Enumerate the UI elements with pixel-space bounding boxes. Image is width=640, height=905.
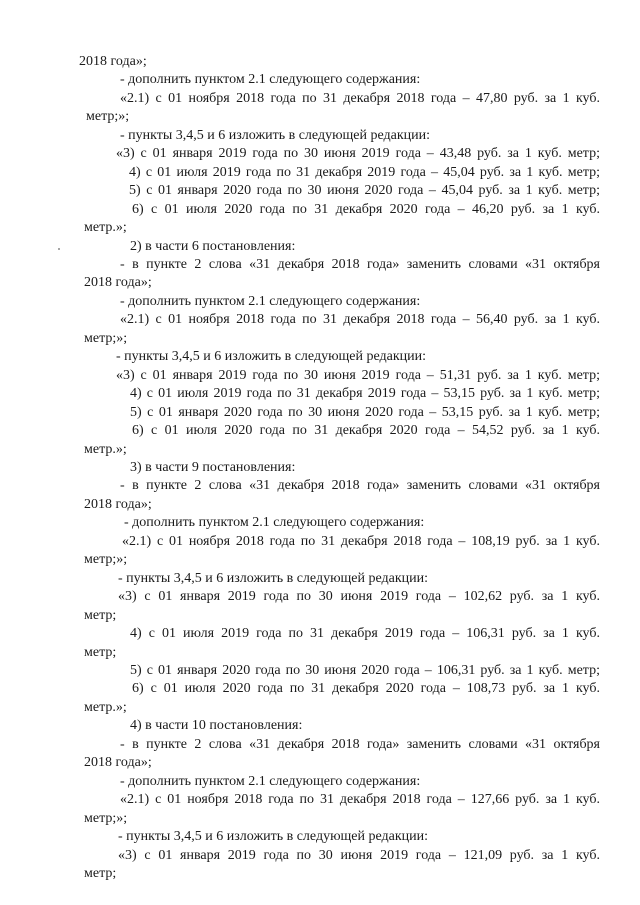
text-line: метр.»; bbox=[84, 442, 127, 457]
text-line: - пункты 3,4,5 и 6 изложить в следующей редакции: bbox=[120, 128, 431, 143]
text-line: - дополнить пунктом 2.1 следующего содержания: bbox=[120, 294, 421, 309]
text-line: метр;»; bbox=[84, 811, 128, 826]
text-line: метр.»; bbox=[84, 220, 127, 235]
text-line: метр.»; bbox=[84, 700, 127, 715]
text-line: 6) с 01 июля 2020 года по 31 декабря 2020 года – 108,73 руб. за 1 куб. bbox=[132, 681, 600, 696]
text-line: «2.1) с 01 ноября 2018 года по 31 декабря 2018 года – 47,80 руб. за 1 куб. bbox=[120, 91, 600, 106]
text-line: - пункты 3,4,5 и 6 изложить в следующей редакции: bbox=[116, 349, 427, 364]
text-line: 2018 года»; bbox=[84, 497, 152, 512]
text-line: 5) с 01 января 2020 года по 30 июня 2020 года – 53,15 руб. за 1 куб. метр; bbox=[130, 405, 600, 420]
text-line: 6) с 01 июля 2020 года по 31 декабря 2020 года – 54,52 руб. за 1 куб. bbox=[132, 423, 600, 438]
text-line: 2) в части 6 постановления: bbox=[130, 239, 296, 254]
text-line: - пункты 3,4,5 и 6 изложить в следующей редакции: bbox=[118, 829, 429, 844]
scan-speck bbox=[58, 248, 60, 250]
text-line: метр; bbox=[84, 645, 117, 660]
text-line: - пункты 3,4,5 и 6 изложить в следующей редакции: bbox=[118, 571, 429, 586]
text-line: «2.1) с 01 ноября 2018 года по 31 декабря 2018 года – 56,40 руб. за 1 куб. bbox=[120, 312, 600, 327]
text-line: метр;»; bbox=[86, 109, 130, 124]
text-line: 2018 года»; bbox=[84, 275, 152, 290]
text-line: «3) с 01 января 2019 года по 30 июня 2019 года – 102,62 руб. за 1 куб. bbox=[118, 589, 600, 604]
text-line: - дополнить пунктом 2.1 следующего содержания: bbox=[124, 515, 425, 530]
text-line: 4) с 01 июля 2019 года по 31 декабря 2019 года – 53,15 руб. за 1 куб. метр; bbox=[130, 386, 600, 401]
text-line: метр; bbox=[84, 608, 117, 623]
text-line: метр;»; bbox=[84, 552, 128, 567]
text-line: «3) с 01 января 2019 года по 30 июня 2019 года – 43,48 руб. за 1 куб. метр; bbox=[116, 146, 600, 161]
text-line: метр;»; bbox=[84, 331, 128, 346]
text-line: - дополнить пунктом 2.1 следующего содержания: bbox=[120, 774, 421, 789]
text-line: - дополнить пунктом 2.1 следующего содержания: bbox=[120, 72, 421, 87]
text-line: 5) с 01 января 2020 года по 30 июня 2020 года – 106,31 руб. за 1 куб. метр; bbox=[130, 663, 600, 678]
text-line: 4) в части 10 постановления: bbox=[130, 718, 303, 733]
text-line: «3) с 01 января 2019 года по 30 июня 2019 года – 121,09 руб. за 1 куб. bbox=[118, 848, 600, 863]
text-line: - в пункте 2 слова «31 декабря 2018 года» заменить словами «31 октября bbox=[120, 478, 600, 493]
text-line: «2.1) с 01 ноября 2018 года по 31 декабря 2018 года – 108,19 руб. за 1 куб. bbox=[122, 534, 600, 549]
text-line: 5) с 01 января 2020 года по 30 июня 2020 года – 45,04 руб. за 1 куб. метр; bbox=[129, 183, 600, 198]
text-line: 2018 года»; bbox=[84, 755, 152, 770]
text-line: 3) в части 9 постановления: bbox=[130, 460, 296, 475]
text-line: 6) с 01 июля 2020 года по 31 декабря 2020 года – 46,20 руб. за 1 куб. bbox=[132, 202, 600, 217]
text-line: «2.1) с 01 ноября 2018 года по 31 декабря 2018 года – 127,66 руб. за 1 куб. bbox=[120, 792, 600, 807]
text-line: 4) с 01 июля 2019 года по 31 декабря 2019 года – 45,04 руб. за 1 куб. метр; bbox=[129, 165, 600, 180]
text-line: «3) с 01 января 2019 года по 30 июня 2019 года – 51,31 руб. за 1 куб. метр; bbox=[116, 368, 600, 383]
text-line: 2018 года»; bbox=[79, 54, 147, 69]
text-line: 4) с 01 июля 2019 года по 31 декабря 2019 года – 106,31 руб. за 1 куб. bbox=[130, 626, 600, 641]
text-line: - в пункте 2 слова «31 декабря 2018 года» заменить словами «31 октября bbox=[120, 257, 600, 272]
text-line: метр; bbox=[84, 866, 117, 881]
text-line: - в пункте 2 слова «31 декабря 2018 года» заменить словами «31 октября bbox=[120, 737, 600, 752]
